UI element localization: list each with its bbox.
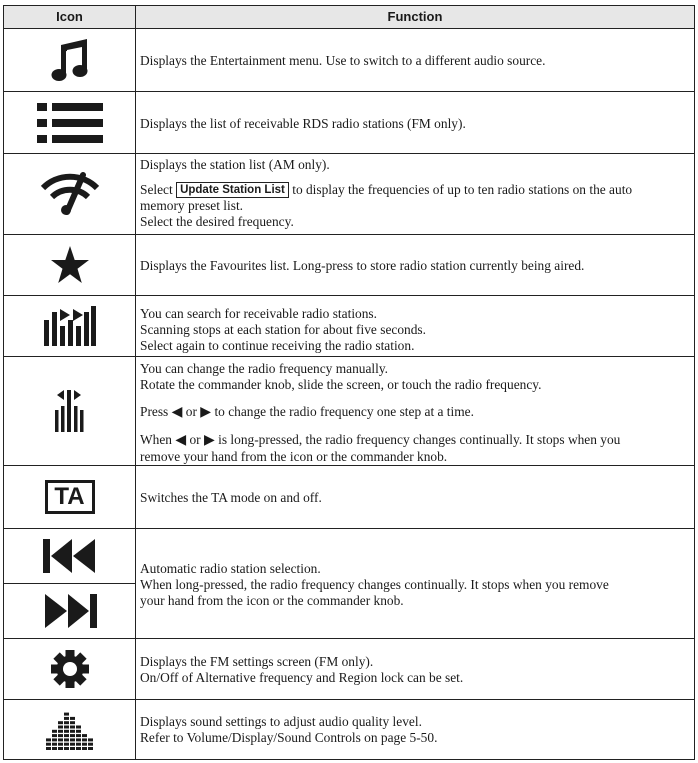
left-triangle-icon: ◀ bbox=[175, 433, 187, 448]
ta-icon bbox=[4, 466, 135, 528]
function-line bbox=[140, 182, 690, 198]
function-line: Displays the list of receivable RDS radio stations (FM only). bbox=[140, 116, 466, 131]
skip-next-icon bbox=[4, 584, 135, 638]
function-text bbox=[140, 306, 690, 354]
icon-function-table bbox=[3, 5, 695, 760]
select-suffix: to display the frequencies of up to ten radio stations on the auto bbox=[292, 182, 633, 197]
function-line: Displays sound settings to adjust audio quality level. bbox=[140, 714, 422, 729]
right-triangle-icon: ▶ bbox=[200, 405, 212, 420]
when-suffix: is long-pressed, the radio frequency changes continually. It stops when you bbox=[218, 432, 621, 447]
function-text bbox=[140, 654, 690, 686]
column-divider bbox=[135, 6, 136, 759]
gear-icon bbox=[4, 639, 135, 699]
function-line: Rotate the commander knob, slide the screen, or touch the radio frequency. bbox=[140, 377, 542, 392]
function-line: Switches the TA mode on and off. bbox=[140, 490, 322, 505]
function-line: Automatic radio station selection. bbox=[140, 561, 321, 576]
function-line: remove your hand from the icon or the commander knob. bbox=[140, 449, 448, 464]
function-line: memory preset list. bbox=[140, 198, 244, 213]
function-line: You can search for receivable radio stations. bbox=[140, 306, 377, 321]
function-line: You can change the radio frequency manually. bbox=[140, 361, 389, 376]
function-line: your hand from the icon or the commander knob. bbox=[140, 593, 404, 608]
press-word: Press bbox=[140, 404, 169, 419]
function-text bbox=[140, 561, 690, 609]
function-line: Refer to Volume/Display/Sound Controls on page 5-50. bbox=[140, 730, 438, 745]
ta-icon-text: TA bbox=[54, 483, 85, 510]
right-triangle-icon: ▶ bbox=[204, 433, 215, 448]
equalizer-icon bbox=[4, 700, 135, 759]
music-note-icon bbox=[4, 30, 135, 91]
skip-prev-icon bbox=[4, 529, 135, 583]
function-text bbox=[140, 258, 690, 274]
function-text bbox=[140, 116, 690, 132]
header-function: Function bbox=[387, 9, 443, 24]
function-line: On/Off of Alternative frequency and Region lock can be set. bbox=[140, 670, 464, 685]
antenna-signal-icon bbox=[4, 154, 135, 234]
function-text bbox=[140, 157, 690, 230]
table-header bbox=[4, 6, 694, 29]
left-triangle-icon: ◀ bbox=[171, 405, 183, 420]
select-word: Select bbox=[140, 182, 173, 197]
tune-icon bbox=[4, 357, 135, 465]
or-word: or bbox=[189, 432, 201, 447]
function-line: Select the desired frequency. bbox=[140, 214, 294, 229]
function-line bbox=[140, 432, 690, 449]
function-text bbox=[140, 490, 690, 506]
update-station-list-button: Update Station List bbox=[176, 182, 289, 198]
list-icon bbox=[4, 92, 135, 153]
ta-icon-box bbox=[45, 480, 95, 514]
header-icon: Icon bbox=[56, 9, 83, 24]
when-word: When bbox=[140, 432, 172, 447]
star-icon bbox=[4, 235, 135, 295]
function-line: Displays the Favourites list. Long-press to store radio station currently being aired. bbox=[140, 258, 585, 273]
scan-icon bbox=[4, 296, 135, 356]
function-text bbox=[140, 53, 690, 69]
function-line bbox=[140, 404, 690, 421]
function-line: Displays the FM settings screen (FM only). bbox=[140, 654, 374, 669]
press-suffix: to change the radio frequency one step at a time. bbox=[214, 404, 474, 419]
function-line: When long-pressed, the radio frequency changes continually. It stops when you remove bbox=[140, 577, 609, 592]
function-text bbox=[140, 714, 690, 746]
function-line: Select again to continue receiving the radio station. bbox=[140, 338, 415, 353]
function-text bbox=[140, 361, 690, 465]
or-word: or bbox=[185, 404, 197, 419]
function-line: Scanning stops at each station for about five seconds. bbox=[140, 322, 426, 337]
function-line: Displays the Entertainment menu. Use to switch to a different audio source. bbox=[140, 53, 546, 68]
function-line: Displays the station list (AM only). bbox=[140, 157, 330, 172]
